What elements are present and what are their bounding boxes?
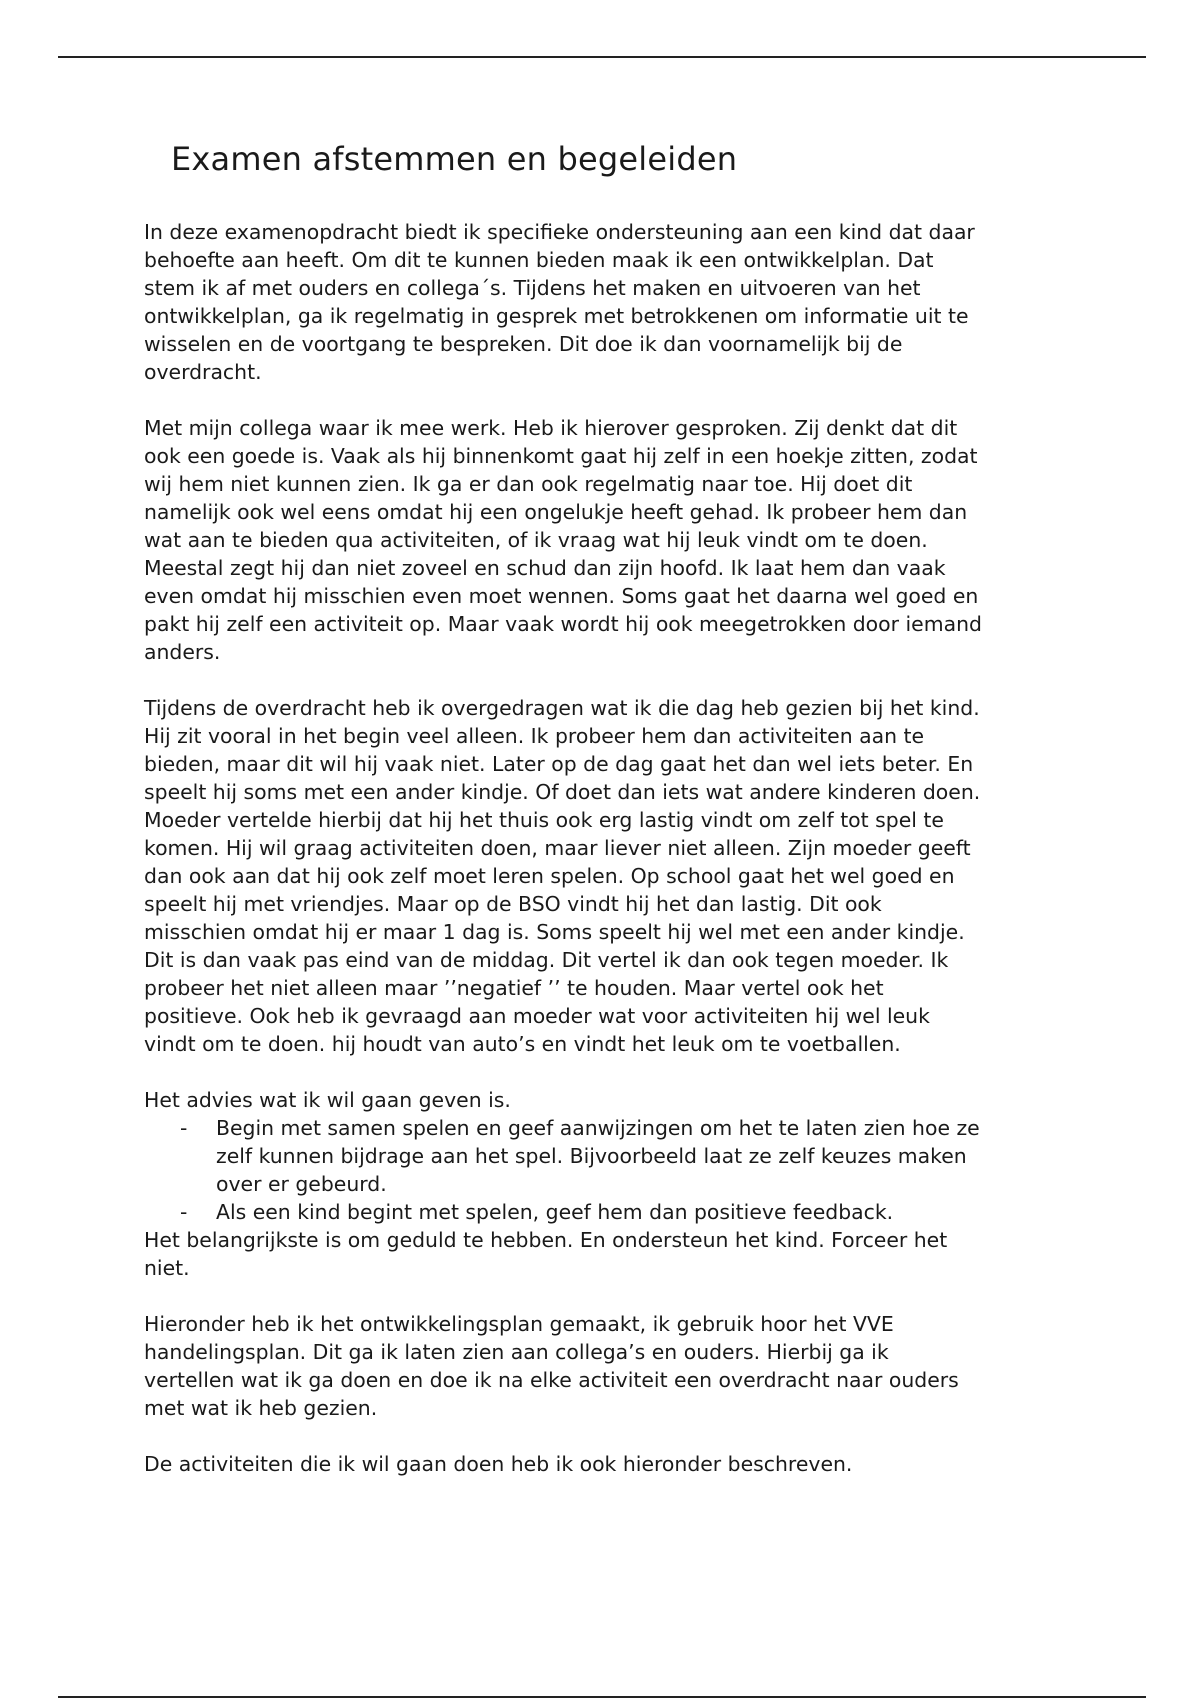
- list-item-text: Begin met samen spelen en geef aanwijzingen om het te laten zien hoe ze zelf kunnen bijdrage aan het spel. Bijvoorbeeld laat ze zelf keuzes maken over er gebeurd.: [216, 1116, 980, 1196]
- paragraph-plan: Hieronder heb ik het ontwikkelingsplan gemaakt, ik gebruik hoor het VVE handelingsplan. Dit ga ik laten zien aan collega’s en ouders. Hierbij ga ik vertellen wat ik ga doen en doe ik na elke activiteit een overdracht naar ouders met wat ik heb gezien.: [144, 1312, 959, 1420]
- document-body: [144, 218, 1064, 1506]
- footer-rule: [58, 1696, 1146, 1698]
- paragraph-activities: De activiteiten die ik wil gaan doen heb ik ook hieronder beschreven.: [144, 1452, 853, 1476]
- advice-intro: Het advies wat ik wil gaan geven is.: [144, 1088, 511, 1112]
- list-item: [144, 1114, 1064, 1198]
- paragraph-handover: Tijdens de overdracht heb ik overgedragen wat ik die dag heb gezien bij het kind. Hij zit vooral in het begin veel alleen. Ik probeer hem dan activiteiten aan te bieden, maar dit wil hij vaak niet. Later op de dag gaat het dan wel iets beter. En speelt hij soms met een ander kindje. Of doet dan iets wat andere kinderen doen. Moeder vertelde hierbij dat hij het thuis ook erg lastig vindt om zelf tot spel te komen. Hij wil graag activiteiten doen, maar liever niet alleen. Zijn moeder geeft dan ook aan dat hij ook zelf moet leren spelen. Op school gaat het wel goed en speelt hij met vriendjes. Maar op de BSO vindt hij het dan lastig. Dit ook misschien omdat hij er maar 1 dag is. Soms speelt hij wel met een ander kindje. Dit is dan vaak pas eind van de middag. Dit vertel ik dan ook tegen moeder. Ik probeer het niet alleen maar ’’negatief ’’ te houden. Maar vertel ook het positieve. Ook heb ik gevraagd aan moeder wat voor activiteiten hij wel leuk vindt om te doen. hij houdt van auto’s en vindt het leuk om te voetballen.: [144, 696, 981, 1056]
- page-title: Examen afstemmen en begeleiden: [171, 140, 738, 178]
- list-item-text: Als een kind begint met spelen, geef hem dan positieve feedback.: [216, 1200, 894, 1224]
- list-item: [144, 1198, 1064, 1226]
- advice-outro: Het belangrijkste is om geduld te hebben. En ondersteun het kind. Forceer het niet.: [144, 1228, 948, 1280]
- paragraph-colleague: Met mijn collega waar ik mee werk. Heb ik hierover gesproken. Zij denkt dat dit ook een goede is. Vaak als hij binnenkomt gaat hij zelf in een hoekje zitten, zodat wij hem niet kunnen zien. Ik ga er dan ook regelmatig naar toe. Hij doet dit namelijk ook wel eens omdat hij een ongelukje heeft gehad. Ik probeer hem dan wat aan te bieden qua activiteiten, of ik vraag wat hij leuk vindt om te doen. Meestal zegt hij dan niet zoveel en schud dan zijn hoofd. Ik laat hem dan vaak even omdat hij misschien even moet wennen. Soms gaat het daarna wel goed en pakt hij zelf een activiteit op. Maar vaak wordt hij ook meegetrokken door iemand anders.: [144, 416, 982, 664]
- bullet-dash: -: [180, 1116, 188, 1140]
- header-rule: [58, 56, 1146, 58]
- advice-list: [144, 1114, 1064, 1226]
- bullet-dash: -: [180, 1200, 188, 1224]
- paragraph-intro: In deze examenopdracht biedt ik specifieke ondersteuning aan een kind dat daar behoefte aan heeft. Om dit te kunnen bieden maak ik een ontwikkelplan. Dat stem ik af met ouders en collega´s. Tijdens het maken en uitvoeren van het ontwikkelplan, ga ik regelmatig in gesprek met betrokkenen om informatie uit te wisselen en de voortgang te bespreken. Dit doe ik dan voornamelijk bij de overdracht.: [144, 220, 975, 384]
